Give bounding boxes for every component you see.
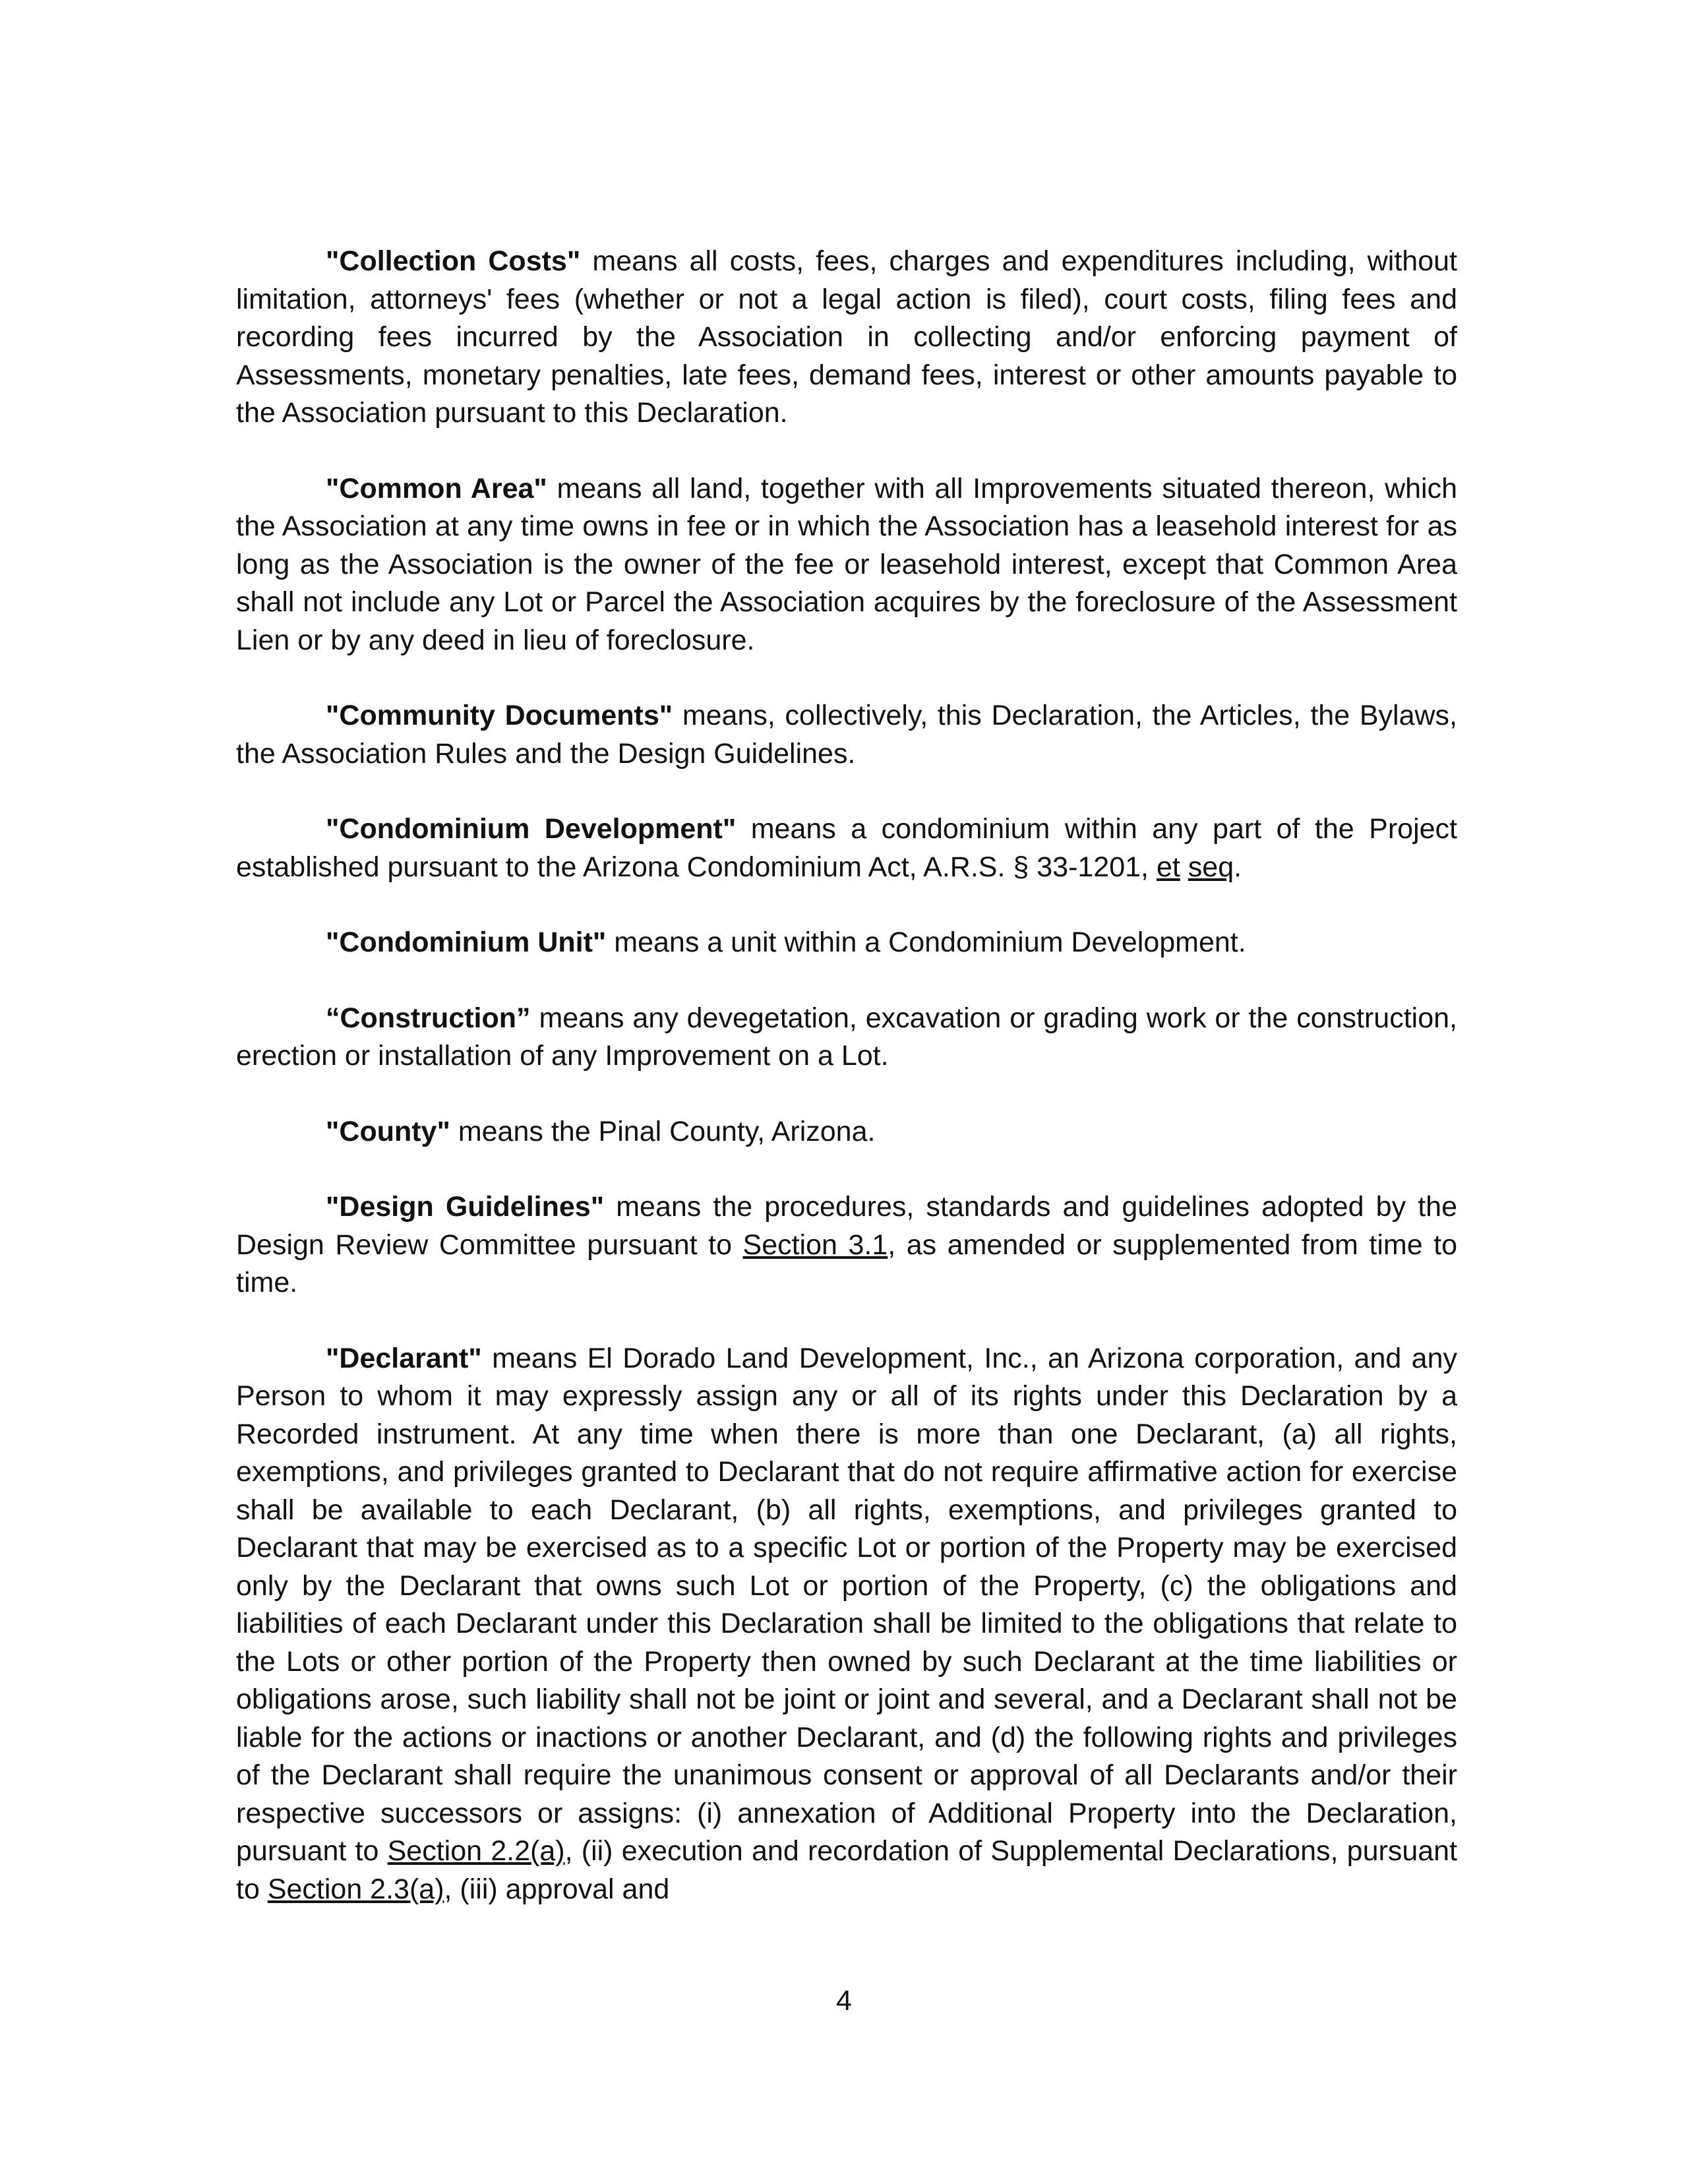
definition-text: means all land, together with all Improvements situated thereon, which the Association at any time owns in fee or in which the Association has a leasehold interest for as long as the Association is the owner of the fee or leasehold interest, except that Common Area shall not include any Lot or Parcel the Association acquires by the foreclosure of the Assessment Lien or by any deed in lieu of foreclosure. <box>236 472 1458 656</box>
page-number: 4 <box>836 1985 852 2017</box>
defined-term: "Design Guidelines" <box>326 1191 605 1223</box>
defined-term: "Condominium Unit" <box>326 926 607 958</box>
definition-paragraph <box>236 243 1457 433</box>
definition-text: means, collectively, this Declaration, the Articles, the Bylaws, the Association Rules and the Design Guidelines. <box>236 700 1457 770</box>
definition-text: , (ii) execution and recordation of Supplemental Declarations, pursuant to <box>236 1835 1458 1905</box>
underlined-reference: Section 2.2(a) <box>387 1835 565 1867</box>
definition-text: means the procedures, standards and guidelines adopted by the Design Review Committee pursuant to <box>236 1191 1457 1261</box>
defined-term: "Condominium Development" <box>326 813 737 845</box>
definition-paragraph <box>236 470 1457 660</box>
defined-term: "Collection Costs" <box>326 245 581 277</box>
defined-term: "County" <box>326 1115 450 1147</box>
definition-text: means the Pinal County, Arizona. <box>450 1115 876 1147</box>
definition-paragraph <box>236 1340 1457 1909</box>
underlined-reference: Section 3.1 <box>742 1228 888 1261</box>
definition-text: . <box>1234 851 1242 883</box>
underlined-reference: Section 2.3(a) <box>267 1873 444 1905</box>
defined-term: "Common Area" <box>326 472 547 504</box>
defined-term: "Declarant" <box>326 1342 482 1374</box>
underlined-reference: seq <box>1188 851 1234 883</box>
definition-paragraph <box>236 1113 1457 1151</box>
definition-text: means all costs, fees, charges and expenditures including, without limitation, attorneys' fees (whether or not a legal action is filed), court costs, filing fees and recording fees incurred by the Association in collecting and/or enforcing payment of Assessments, monetary penalties, late fees, demand fees, interest or other amounts payable to the Association pursuant to this Declaration. <box>236 245 1457 429</box>
definition-paragraph <box>236 924 1457 962</box>
definition-text: , as amended or supplemented from time to time. <box>236 1228 1457 1298</box>
definition-text <box>1180 851 1188 883</box>
underlined-reference: et <box>1156 851 1180 883</box>
definition-paragraph <box>236 697 1457 773</box>
definition-text: means a condominium within any part of the Project established pursuant to the Arizona Condominium Act, A.R.S. § 33-1201, <box>236 813 1457 883</box>
definition-text: means any devegetation, excavation or grading work or the construction, erection or installation of any Improvement on a Lot. <box>236 1002 1457 1072</box>
definition-paragraph <box>236 1000 1457 1076</box>
defined-term: “Construction” <box>326 1002 531 1034</box>
defined-term: "Community Documents" <box>326 700 673 731</box>
definition-paragraph <box>236 1188 1457 1302</box>
definition-paragraph <box>236 810 1457 886</box>
definition-text: means El Dorado Land Development, Inc., an Arizona corporation, and any Person to whom it may expressly assign any or all of its rights under this Declaration by a Recorded instrument. At any time when there is more than one Declarant, (a) all rights, exemptions, and privileges granted to Declarant that do not require affirmative action for exercise shall be available to each Declarant, (b) all rights, exemptions, and privileges granted to Declarant that may be exercised as to a specific Lot or portion of the Property may be exercised only by the Declarant that owns such Lot or portion of the Property, (c) the obligations and liabilities of each Declarant under this Declaration shall be limited to the obligations that relate to the Lots or other portion of the Property then owned by such Declarant at the time liabilities or obligations arose, such liability shall not be joint or joint and several, and a Declarant shall not be liable for the actions or inactions or another Declarant, and (d) the following rights and privileges of the Declarant shall require the unanimous consent or approval of all Declarants and/or their respective successors or assigns: (i) annexation of Additional Property into the Declaration, pursuant to <box>236 1342 1457 1867</box>
definition-text: means a unit within a Condominium Development. <box>606 926 1246 958</box>
definition-text: , (iii) approval and <box>444 1873 670 1905</box>
definitions-body <box>236 243 1457 1946</box>
